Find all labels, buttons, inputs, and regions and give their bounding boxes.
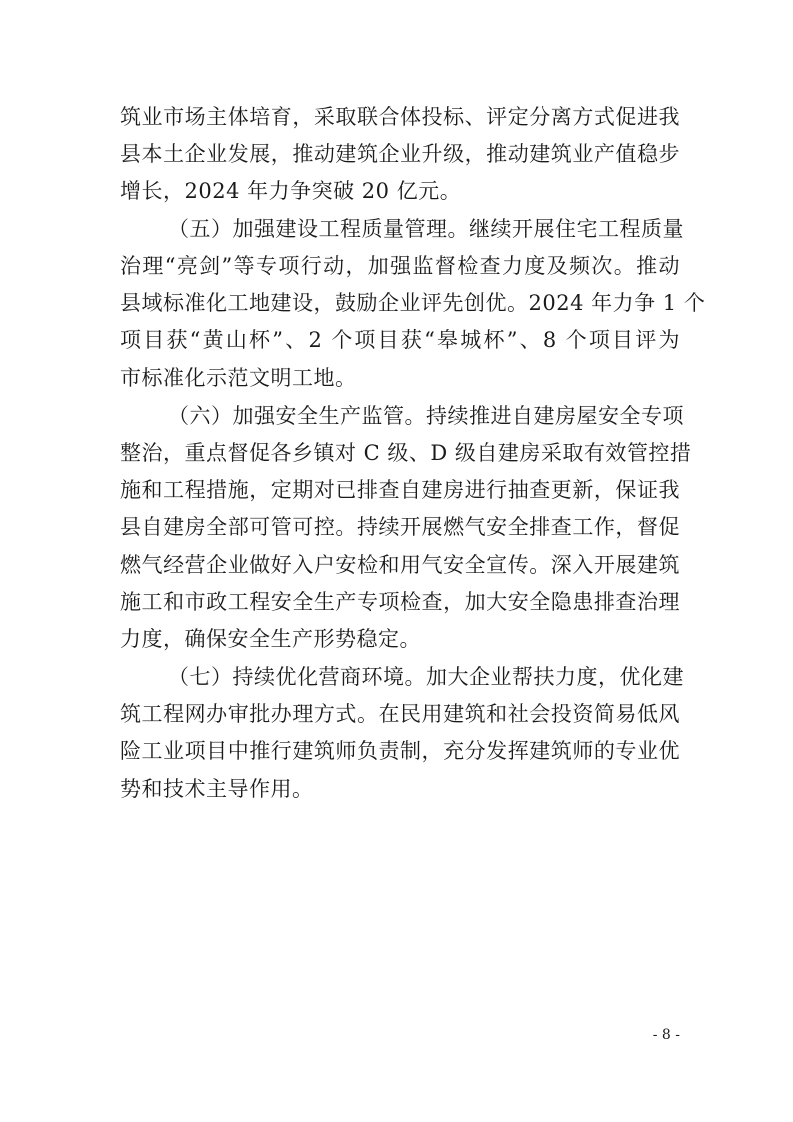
text-line: 增长，2024 年力争突破 20 亿元。 [120,179,462,203]
text-line: 整治，重点督促各乡镇对 C 级、D 级自建房采取有效管控措 [120,441,692,465]
text-line: 筑工程网办审批办理方式。在民用建筑和社会投资简易低风 [120,702,680,726]
text-line: 市标准化示范文明工地。 [120,366,357,390]
section-heading-line: （六）加强安全生产监管。持续推进自建房屋安全专项 [168,404,684,428]
text-line: 施和工程措施，定期对已排查自建房进行抽查更新，保证我 [120,478,680,502]
text-line: 项目获“黄山杯”、2 个项目获“皋城杯”、8 个项目评为 [120,328,680,352]
text-line: 燃气经营企业做好入户安检和用气安全宣传。深入开展建筑 [120,553,680,577]
section-heading-line: （七）持续优化营商环境。加大企业帮扶力度，优化建 [168,665,684,689]
text-line: 险工业项目中推行建筑师负责制，充分发挥建筑师的专业优 [120,739,680,763]
text-line: 县域标准化工地建设，鼓励企业评先创优。2024 年力争 1 个 [120,291,706,315]
section-heading-line: （五）加强建设工程质量管理。继续开展住宅工程质量 [168,217,684,241]
text-line: 治理“亮剑”等专项行动，加强监督检查力度及频次。推动 [120,254,680,278]
text-line: 力度，确保安全生产形势稳定。 [120,627,421,651]
page-number: - 8 - [652,1027,680,1043]
text-line: 筑业市场主体培育，采取联合体投标、评定分离方式促进我 [120,105,680,129]
text-line: 县本土企业发展，推动建筑企业升级，推动建筑业产值稳步 [120,142,680,166]
text-line: 势和技术主导作用。 [120,777,314,801]
text-line: 施工和市政工程安全生产专项检查，加大安全隐患排查治理 [120,590,680,614]
text-line: 县自建房全部可管可控。持续开展燃气安全排查工作，督促 [120,515,680,539]
